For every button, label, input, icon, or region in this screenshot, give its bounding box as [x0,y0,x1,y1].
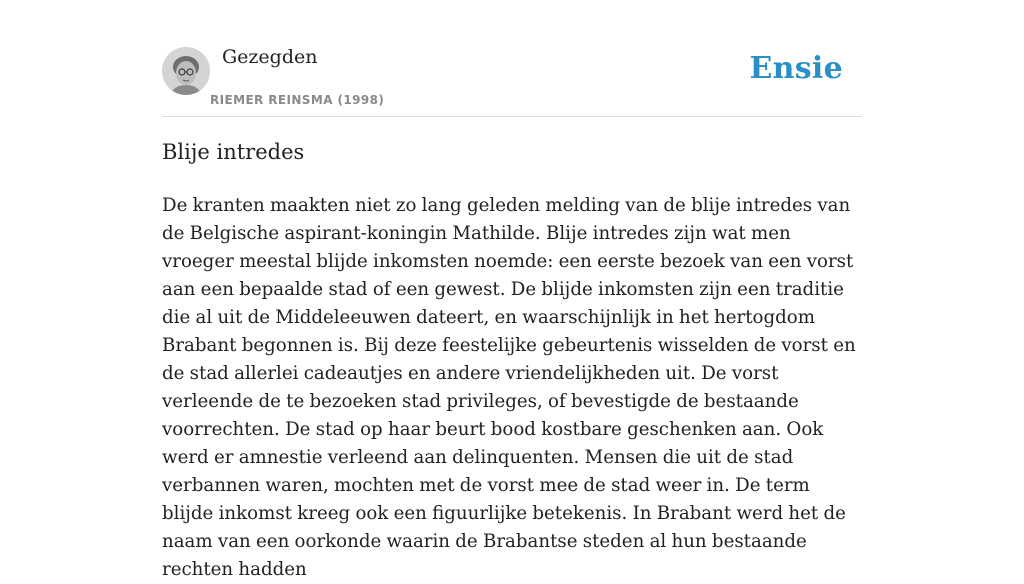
page [162,0,862,580]
author-portrait-icon [162,47,210,95]
book-title-link[interactable]: Gezegden [222,46,318,68]
entry-body: De kranten maakten niet zo lang geleden melding van de blije intredes van de Belgische aspirant-koningin Mathilde. Blije intredes zijn wat men vroeger meestal blijde inkomsten noemde: een eerste bezoek van een vorst aan een bepaalde stad of een gewest. De blijde inkomsten zijn een traditie die al uit de Middeleeuwen dateert, en waarschijnlijk in het hertogdom Brabant begonnen is. Bij deze feestelijke gebeurtenis wisselden de vorst en de stad allerlei cadeautjes en andere vriendelijkheden uit. De vorst verleende de te bezoeken stad privileges, of bevestigde de bestaande voorrechten. De stad op haar beurt bood kostbare geschenken aan. Ook werd er amnestie verleend aan delinquenten. Mensen die uit de stad verbannen waren, mochten met de vorst mee de stad weer in. De term blijde inkomst kreeg ook een figuurlijke betekenis. In Brabant werd het de naam van een oorkonde waarin de Brabantse steden al hun bestaande rechten hadden [162,195,856,580]
entry-title: Blije intredes [162,140,305,164]
ensie-logo[interactable]: Ensie [749,51,843,86]
author-avatar-icon[interactable] [162,47,210,95]
header [162,0,862,117]
author-line: RIEMER REINSMA (1998) [210,93,385,107]
